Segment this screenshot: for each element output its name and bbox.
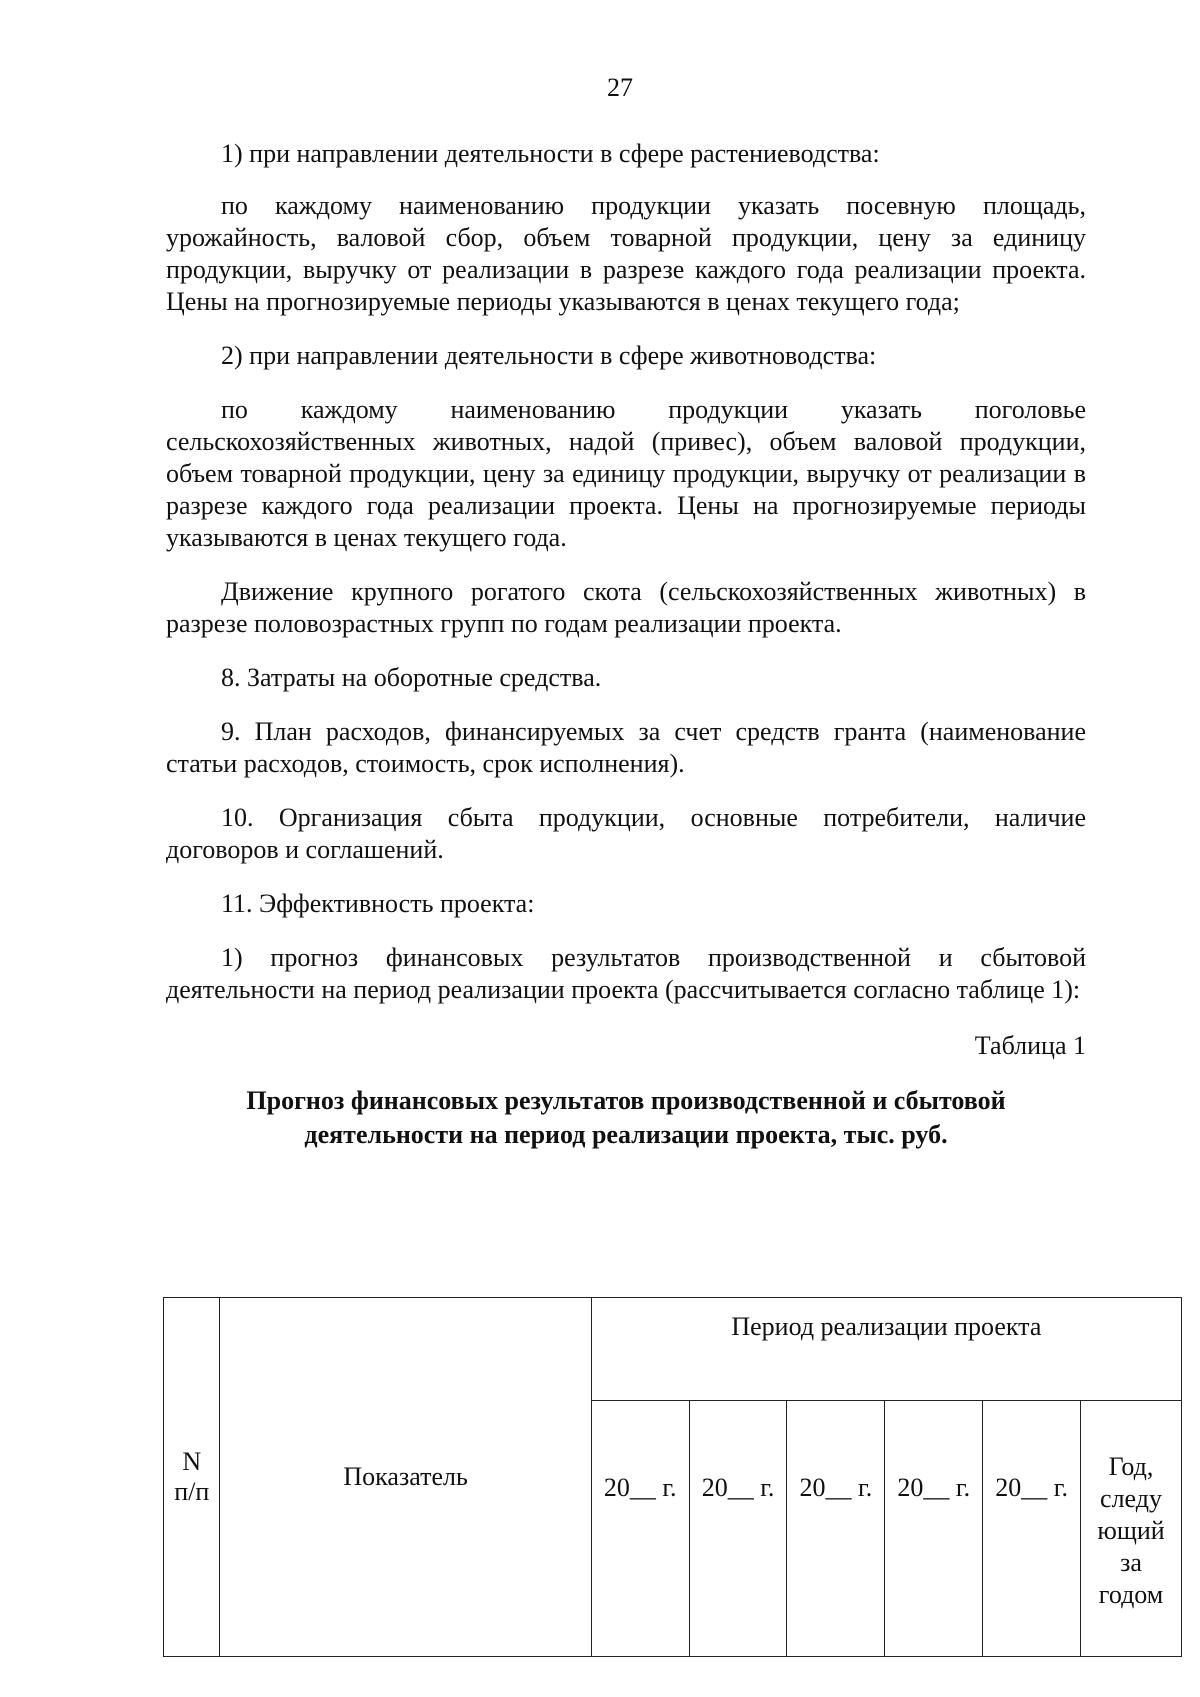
following-year-line-1: Год, (1108, 1451, 1154, 1481)
table-label: Таблица 1 (974, 1031, 1086, 1060)
header-number (164, 1298, 220, 1657)
paragraph-item-10: 10. Организация сбыта продукции, основные потребители, наличие договоров и соглашений. (166, 803, 1086, 864)
header-number-line-1: N (182, 1447, 202, 1476)
table-header-row-1 (164, 1298, 1182, 1401)
header-year-2: 20__ г. (689, 1401, 787, 1657)
paragraph-livestock: 2) при направлении деятельности в сфере животноводства: (221, 341, 877, 370)
forecast-table (163, 1297, 1182, 1657)
header-year-4: 20__ г. (885, 1401, 983, 1657)
paragraph-livestock-details: по каждому наименованию продукции указать поголовье сельскохозяйственных животных, надой (привес), объем валовой продукции, объем товарной продукции, цену за единицу продукции, выручку от реализации в разрезе каждого года реализации проекта. Цены на прогнозируемые периоды указываются в ценах текущего года. (166, 395, 1086, 552)
table-title-line-2: деятельности на период реализации проекта, тыс. руб. (304, 1120, 948, 1149)
page-number: 27 (607, 73, 633, 102)
header-following-year (1081, 1401, 1182, 1657)
paragraph-item-11: 11. Эффективность проекта: (221, 889, 535, 918)
paragraph-crop-details: по каждому наименованию продукции указать посевную площадь, урожайность, валовой сбор, объем товарной продукции, цену за единицу продукции, выручку от реализации в разрезе каждого года реализации проекта. Цены на прогнозируемые периоды указываются в ценах текущего года; (166, 191, 1086, 316)
paragraph-item-8: 8. Затраты на оборотные средства. (221, 663, 602, 692)
paragraph-crop-production: 1) при направлении деятельности в сфере растениеводства: (221, 139, 880, 168)
paragraph-forecast: 1) прогноз финансовых результатов производственной и сбытовой деятельности на период реализации проекта (рассчитывается согласно таблице 1): (166, 943, 1086, 1004)
header-year-1: 20__ г. (591, 1401, 689, 1657)
table-title-line-1: Прогноз финансовых результатов производственной и сбытовой (246, 1086, 1006, 1115)
header-number-line-2: п/п (174, 1477, 210, 1506)
header-year-3: 20__ г. (787, 1401, 885, 1657)
following-year-line-5: годом (1098, 1579, 1164, 1609)
following-year-line-3: ющий (1097, 1515, 1165, 1545)
following-year-line-4: за (1120, 1547, 1142, 1577)
table-title (166, 1084, 1086, 1152)
paragraph-item-9: 9. План расходов, финансируемых за счет средств гранта (наименование статьи расходов, стоимость, срок исполнения). (166, 717, 1086, 778)
header-indicator: Показатель (220, 1298, 591, 1657)
document-body (166, 138, 1086, 1175)
header-year-5: 20__ г. (983, 1401, 1081, 1657)
header-period: Период реализации проекта (591, 1298, 1181, 1401)
following-year-line-2: следу (1100, 1483, 1162, 1513)
paragraph-cattle-movement: Движение крупного рогатого скота (сельскохозяйственных животных) в разрезе половозрастных групп по годам реализации проекта. (166, 577, 1086, 638)
